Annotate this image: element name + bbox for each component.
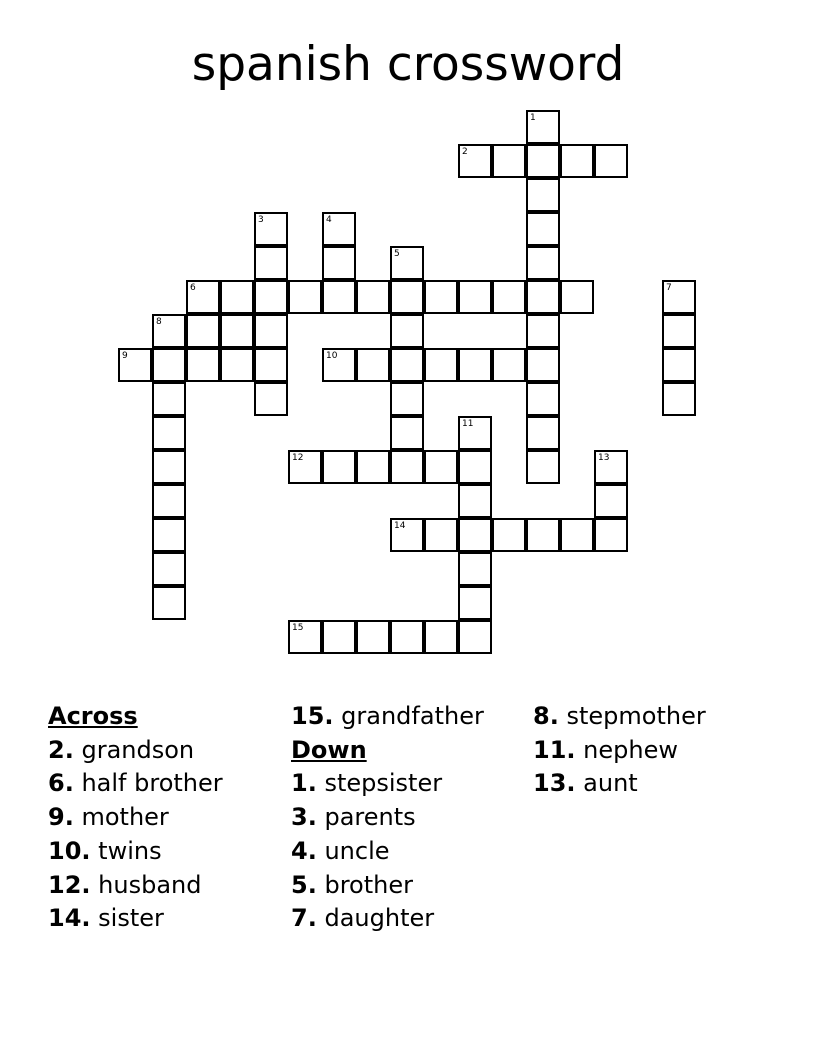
cell-number: 6 — [190, 283, 196, 293]
clue-column-1 — [48, 700, 223, 936]
puzzle-title: spanish crossword — [191, 37, 625, 92]
grid-cell[interactable] — [118, 348, 152, 382]
grid-cell[interactable] — [492, 348, 526, 382]
clue-down-13: 13. aunt — [533, 769, 638, 798]
grid-cell[interactable] — [662, 280, 696, 314]
grid-cell[interactable] — [526, 518, 560, 552]
grid-cell[interactable] — [390, 620, 424, 654]
cell-number: 9 — [122, 351, 128, 361]
clue-down-1: 1. stepsister — [291, 769, 443, 798]
grid-cell[interactable] — [152, 586, 186, 620]
grid-cell[interactable] — [458, 280, 492, 314]
grid-cell[interactable] — [390, 314, 424, 348]
cell-number: 13 — [598, 453, 610, 463]
clue-column-3 — [533, 700, 706, 801]
grid-cell[interactable] — [254, 246, 288, 280]
grid-cell[interactable] — [288, 280, 322, 314]
grid-cell[interactable] — [322, 212, 356, 246]
grid-cell[interactable] — [322, 348, 356, 382]
grid-cell[interactable] — [186, 280, 220, 314]
clue-across-14: 14. sister — [48, 904, 164, 933]
grid-cell[interactable] — [594, 144, 628, 178]
grid-cell[interactable] — [458, 416, 492, 450]
grid-cell[interactable] — [152, 314, 186, 348]
grid-cell[interactable] — [526, 314, 560, 348]
cell-number: 2 — [462, 147, 468, 157]
grid-cell[interactable] — [356, 620, 390, 654]
clue-down-4: 4. uncle — [291, 836, 390, 865]
grid-cell[interactable] — [322, 280, 356, 314]
clue-across-12: 12. husband — [48, 870, 202, 899]
grid-cell[interactable] — [390, 382, 424, 416]
grid-cell[interactable] — [254, 348, 288, 382]
clue-down-3: 3. parents — [291, 803, 416, 832]
down-heading: Down — [291, 735, 367, 764]
grid-cell[interactable] — [526, 110, 560, 144]
grid-cell[interactable] — [458, 450, 492, 484]
grid-cell[interactable] — [458, 348, 492, 382]
clue-across-2: 2. grandson — [48, 735, 195, 764]
grid-cell[interactable] — [288, 620, 322, 654]
cell-number: 1 — [530, 113, 536, 123]
grid-cell[interactable] — [526, 144, 560, 178]
grid-cell[interactable] — [560, 518, 594, 552]
clue-column-2 — [291, 700, 484, 936]
grid-cell[interactable] — [356, 450, 390, 484]
grid-cell[interactable] — [458, 144, 492, 178]
grid-cell[interactable] — [322, 450, 356, 484]
grid-cell[interactable] — [152, 552, 186, 586]
grid-cell[interactable] — [424, 280, 458, 314]
clue-down-8: 8. stepmother — [533, 702, 706, 730]
grid-cell[interactable] — [390, 280, 424, 314]
grid-cell[interactable] — [356, 348, 390, 382]
cell-number: 7 — [666, 283, 672, 293]
cell-number: 11 — [462, 419, 474, 429]
grid-cell[interactable] — [526, 280, 560, 314]
grid-cell[interactable] — [526, 382, 560, 416]
grid-cell[interactable] — [424, 620, 458, 654]
cell-number: 4 — [326, 215, 332, 225]
grid-cell[interactable] — [254, 314, 288, 348]
grid-cell[interactable] — [152, 450, 186, 484]
grid-cell[interactable] — [288, 450, 322, 484]
grid-cell[interactable] — [492, 144, 526, 178]
clue-across-9: 9. mother — [48, 803, 169, 832]
cell-number: 12 — [292, 453, 304, 463]
grid-cell[interactable] — [356, 280, 390, 314]
clue-down-5: 5. brother — [291, 870, 413, 899]
grid-cell[interactable] — [390, 246, 424, 280]
clue-across-10: 10. twins — [48, 836, 162, 865]
grid-cell[interactable] — [424, 450, 458, 484]
grid-cell[interactable] — [458, 586, 492, 620]
grid-cell[interactable] — [492, 280, 526, 314]
grid-cell[interactable] — [152, 348, 186, 382]
grid-cell[interactable] — [526, 212, 560, 246]
grid-cell[interactable] — [458, 484, 492, 518]
cell-number: 5 — [394, 249, 400, 259]
grid-cell[interactable] — [526, 348, 560, 382]
grid-cell[interactable] — [152, 416, 186, 450]
grid-cell[interactable] — [594, 484, 628, 518]
grid-cell[interactable] — [526, 178, 560, 212]
grid-cell[interactable] — [254, 382, 288, 416]
grid-cell[interactable] — [152, 518, 186, 552]
grid-cell[interactable] — [390, 416, 424, 450]
grid-cell[interactable] — [526, 450, 560, 484]
cell-number: 15 — [292, 623, 304, 633]
grid-cell[interactable] — [390, 450, 424, 484]
grid-cell[interactable] — [594, 450, 628, 484]
across-heading: Across — [48, 702, 138, 730]
grid-cell[interactable] — [220, 280, 254, 314]
grid-cell[interactable] — [390, 348, 424, 382]
grid-cell[interactable] — [220, 348, 254, 382]
grid-cell[interactable] — [254, 212, 288, 246]
grid-cell[interactable] — [560, 280, 594, 314]
grid-cell[interactable] — [662, 382, 696, 416]
cell-number: 14 — [394, 521, 406, 531]
clue-down-11: 11. nephew — [533, 735, 678, 764]
grid-cell[interactable] — [322, 620, 356, 654]
clue-list — [48, 700, 788, 940]
cell-number: 8 — [156, 317, 162, 327]
cell-number: 10 — [326, 351, 338, 361]
grid-cell[interactable] — [594, 518, 628, 552]
grid-cell[interactable] — [152, 382, 186, 416]
grid-cell[interactable] — [458, 518, 492, 552]
grid-cell[interactable] — [152, 484, 186, 518]
grid-cell[interactable] — [458, 620, 492, 654]
clue-down-7: 7. daughter — [291, 904, 435, 933]
grid-cell[interactable] — [424, 518, 458, 552]
grid-cell[interactable] — [662, 348, 696, 382]
grid-cell[interactable] — [458, 552, 492, 586]
clue-across-15: 15. grandfather — [291, 702, 484, 730]
grid-cell[interactable] — [186, 348, 220, 382]
clue-across-6: 6. half brother — [48, 769, 223, 798]
grid-cell[interactable] — [526, 416, 560, 450]
grid-cell[interactable] — [492, 518, 526, 552]
cell-number: 3 — [258, 215, 264, 225]
grid-cell[interactable] — [220, 314, 254, 348]
grid-cell[interactable] — [662, 314, 696, 348]
grid-cell[interactable] — [390, 518, 424, 552]
grid-cell[interactable] — [254, 280, 288, 314]
grid-cell[interactable] — [424, 348, 458, 382]
grid-cell[interactable] — [526, 246, 560, 280]
grid-cell[interactable] — [560, 144, 594, 178]
grid-cell[interactable] — [186, 314, 220, 348]
grid-cell[interactable] — [322, 246, 356, 280]
